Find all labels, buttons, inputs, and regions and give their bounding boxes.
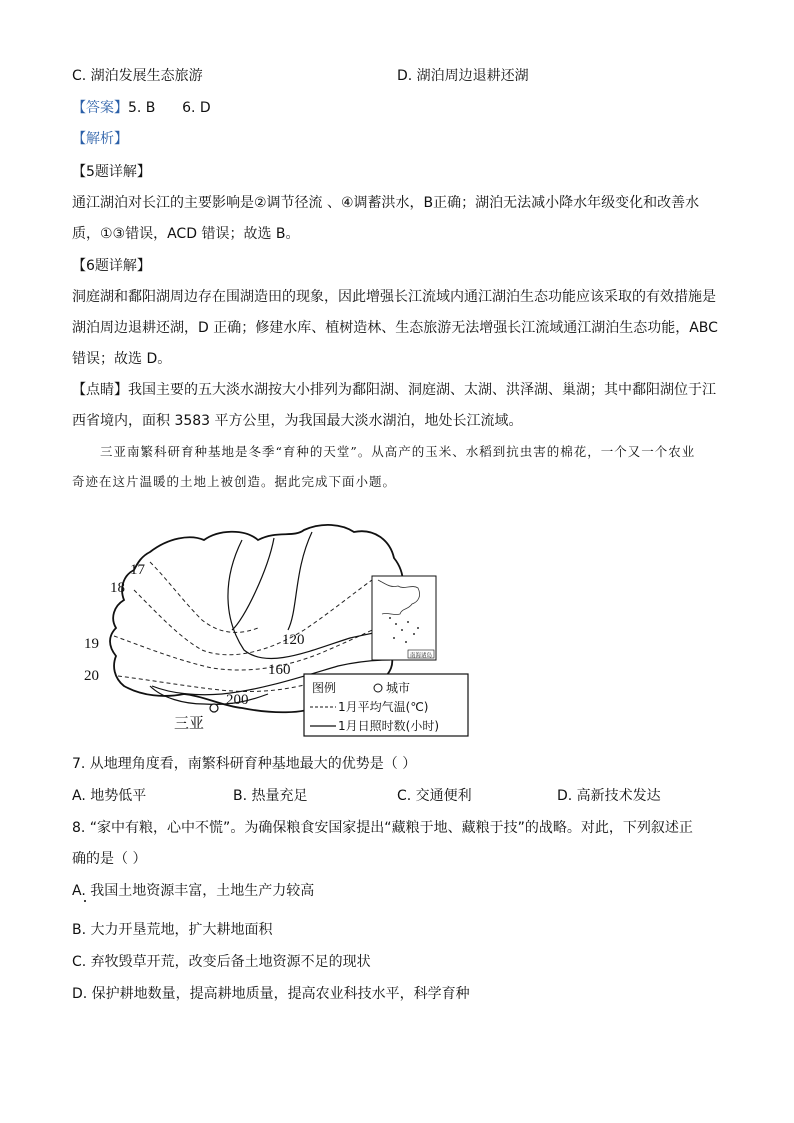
isotherm-label-19: 19 xyxy=(84,636,99,652)
city-marker-sanya xyxy=(210,704,218,712)
isotherm-18 xyxy=(134,580,372,655)
q8-stem-line1: 8. “家中有粮，心中不慌”。为确保粮食安国家提出“藏粮于地、藏粮于技”的战略。对此，下列叙述正 xyxy=(72,820,693,836)
q6-detail-heading: 【6题详解】 xyxy=(72,258,151,274)
q7-option-c: C. 交通便利 xyxy=(397,788,472,804)
isotherm-label-18: 18 xyxy=(110,580,125,596)
q5-detail-line2: 质，①③错误，ACD 错误；故选 B。 xyxy=(72,226,300,242)
sunshine-line-160 xyxy=(288,532,312,630)
key-point-label: 【点睛】 xyxy=(72,382,128,398)
answer-line xyxy=(72,98,211,118)
q6-detail-line3: 错误；故选 D。 xyxy=(72,351,172,367)
stray-dot xyxy=(84,900,86,902)
legend-sunshine-label: 1月日照时数(小时) xyxy=(338,719,439,733)
key-point-text1: 我国主要的五大淡水湖按大小排列为鄱阳湖、洞庭湖、太湖、洪泽湖、巢湖；其中鄱阳湖位于江 xyxy=(128,382,716,398)
inset-frame xyxy=(372,576,436,660)
key-point-line2: 西省境内，面积 3583 平方公里，为我国最大淡水湖泊，地处长江流域。 xyxy=(72,413,523,429)
q7-option-d: D. 高新技术发达 xyxy=(557,788,661,804)
q5-option-c: C. 湖泊发展生态旅游 xyxy=(72,68,203,84)
answer-text: 5. B 6. D xyxy=(128,100,211,116)
sunshine-label-160: 160 xyxy=(268,662,291,678)
q5-option-d: D. 湖泊周边退耕还湖 xyxy=(397,68,529,84)
q5-detail-heading: 【5题详解】 xyxy=(72,164,151,180)
passage-line2: 奇迹在这片温暖的土地上被创造。据此完成下面小题。 xyxy=(72,474,397,489)
q7-option-b: B. 热量充足 xyxy=(233,788,308,804)
city-label-sanya: 三亚 xyxy=(174,716,205,732)
q6-detail-line2: 湖泊周边退耕还湖，D 正确；修建水库、植树造林、生态旅游无法增强长江流域通江湖泊生态功能，ABC xyxy=(72,320,718,336)
hainan-map xyxy=(72,510,472,738)
analysis-label: 【解析】 xyxy=(72,131,128,147)
legend-city-icon xyxy=(374,684,382,692)
q8-stem-line2: 确的是（ ） xyxy=(72,851,147,867)
isotherm-19 xyxy=(114,622,390,670)
q7-option-a: A. 地势低平 xyxy=(72,788,147,804)
sunshine-label-200: 200 xyxy=(226,692,249,708)
q8-option-a: A. 我国土地资源丰富，土地生产力较高 xyxy=(72,883,315,899)
isotherm-label-20: 20 xyxy=(84,668,99,684)
q7-stem: 7. 从地理角度看，南繁科研育种基地最大的优势是（ ） xyxy=(72,756,417,772)
legend-title: 图例 xyxy=(312,681,337,695)
passage-line1: 三亚南繁科研育种基地是冬季“育种的天堂”。从高产的玉米、水稻到抗虫害的棉花，一个又一个农业 xyxy=(100,444,696,459)
inset-caption: 南海诸岛 xyxy=(410,653,433,659)
legend-city-label: 城市 xyxy=(386,681,411,695)
isotherm-label-17: 17 xyxy=(130,562,145,578)
legend-temp-label: 1月平均气温(℃) xyxy=(338,700,429,714)
q5-detail-line1: 通江湖泊对长江的主要影响是②调节径流 、④调蓄洪水，B正确；湖泊无法减小降水年级变化和改善水 xyxy=(72,195,700,211)
q8-option-c: C. 弃牧毁草开荒，改变后备土地资源不足的现状 xyxy=(72,954,371,970)
key-point-line1 xyxy=(72,380,716,400)
sunshine-line-120b xyxy=(232,538,274,630)
q8-option-d: D. 保护耕地数量，提高耕地质量，提高农业科技水平，科学育种 xyxy=(72,986,470,1002)
q8-option-b: B. 大力开垦荒地，扩大耕地面积 xyxy=(72,922,273,938)
q6-detail-line1: 洞庭湖和鄱阳湖周边存在围湖造田的现象，因此增强长江流域内通江湖泊生态功能应该采取的有效措施是 xyxy=(72,289,716,305)
sunshine-label-120: 120 xyxy=(282,632,305,648)
answer-label: 【答案】 xyxy=(72,100,128,116)
